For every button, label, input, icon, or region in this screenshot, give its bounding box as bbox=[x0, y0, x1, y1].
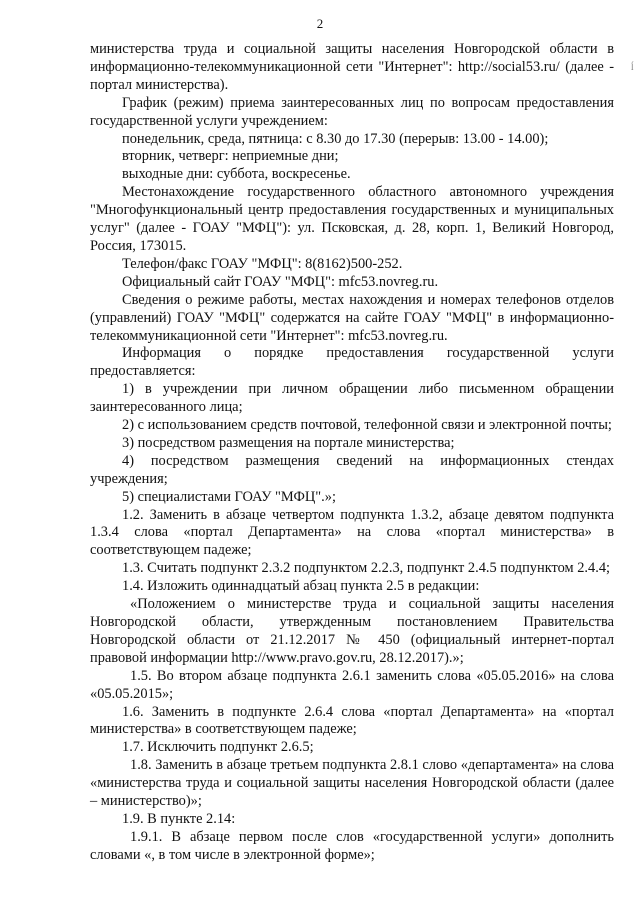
paragraph-schedule-weekend: выходные дни: суббота, воскресенье. bbox=[122, 166, 351, 183]
list-item-2: 2) с использованием средств почтовой, телефонной связи и электронной почты; bbox=[122, 417, 612, 434]
paragraph-1-9: 1.9. В пункте 2.14: bbox=[122, 810, 236, 827]
paragraph-mfc-info: Сведения о режиме работы, местах нахождения и номерах телефонов отделов (управлений) ГОАУ "МФЦ" содержатся на сайте ГОАУ "МФЦ" в информационно-телекоммуникационной сети "Интернет": mfc53.novreg.ru. bbox=[90, 291, 614, 344]
paragraph-1-4: 1.4. Изложить одиннадцатый абзац пункта 2.5 в редакции: bbox=[122, 578, 480, 595]
page-number: 2 bbox=[316, 16, 324, 31]
paragraph-portal-ministry: министерства труда и социальной защиты населения Новгородской области в информационно-телекоммуникационной сети "Интернет": http://social53.ru/ (далее - портал министерства). bbox=[90, 41, 614, 93]
paragraph-mfc-location: Местонахождение государственного областного автономного учреждения "Многофункциональный центр предоставления государственных и муниципальных услуг" (далее - ГОАУ "МФЦ"): ул. Псковская, д. 28, корп. 1, Великий Новгород, Россия, 173015. bbox=[90, 184, 614, 254]
document-body bbox=[90, 41, 614, 865]
paragraph-1-2: 1.2. Заменить в абзаце четвертом подпункта 1.3.2, абзаце девятом подпункта 1.3.4 слова «портал Департамента» на слова «портал министерства» в соответствующем падеже; bbox=[90, 506, 614, 559]
paragraph-1-7: 1.7. Исключить подпункт 2.6.5; bbox=[122, 739, 314, 756]
paragraph-schedule-tt: вторник, четверг: неприемные дни; bbox=[122, 148, 339, 165]
margin-mark: ĺ bbox=[631, 62, 634, 72]
list-item-5: 5) специалистами ГОАУ "МФЦ".»; bbox=[122, 488, 336, 505]
paragraph-mfc-phone: Телефон/факс ГОАУ "МФЦ": 8(8162)500-252. bbox=[122, 255, 403, 272]
list-item-3: 3) посредством размещения на портале министерства; bbox=[122, 434, 455, 451]
list-item-4: 4) посредством размещения сведений на информационных стендах учреждения; bbox=[90, 452, 614, 487]
paragraph-1-5: 1.5. Во втором абзаце подпункта 2.6.1 заменить слова «05.05.2016» на слова «05.05.2015»; bbox=[90, 667, 614, 702]
paragraph-1-8: 1.8. Заменить в абзаце третьем подпункта 2.8.1 слово «департамента» на слова «министерства труда и социальной защиты населения Новгородской области (далее – министерство)»; bbox=[90, 757, 614, 810]
paragraph-mfc-site: Официальный сайт ГОАУ "МФЦ": mfc53.novreg.ru. bbox=[122, 273, 439, 290]
paragraph-schedule-intro: График (режим) приема заинтересованных лиц по вопросам предоставления государственной услуги учреждением: bbox=[90, 94, 614, 129]
paragraph-1-3: 1.3. Считать подпункт 2.3.2 подпунктом 2.2.3, подпункт 2.4.5 подпунктом 2.4.4; bbox=[122, 560, 611, 577]
list-item-1: 1) в учреждении при личном обращении либо письменном обращении заинтересованного лица; bbox=[90, 381, 614, 416]
paragraph-1-9-1: 1.9.1. В абзаце первом после слов «государственной услуги» дополнить словами «, в том числе в электронной форме»; bbox=[90, 828, 614, 863]
paragraph-1-6: 1.6. Заменить в подпункте 2.6.4 слова «портал Департамента» на «портал министерства» в соответствующем падеже; bbox=[90, 703, 614, 738]
paragraph-info-provision: Информация о порядке предоставления государственной услуги предоставляется: bbox=[90, 345, 614, 380]
paragraph-quote-regulation: «Положением о министерстве труда и социальной защиты населения Новгородской области, утвержденным постановлением Правительства Новгородской области от 21.12.2017 № 450 (официальный интернет-портал правовой информации http://www.pravo.gov.ru, 28.12.2017).»; bbox=[90, 596, 614, 666]
paragraph-schedule-mwf: понедельник, среда, пятница: с 8.30 до 17.30 (перерыв: 13.00 - 14.00); bbox=[122, 130, 549, 147]
